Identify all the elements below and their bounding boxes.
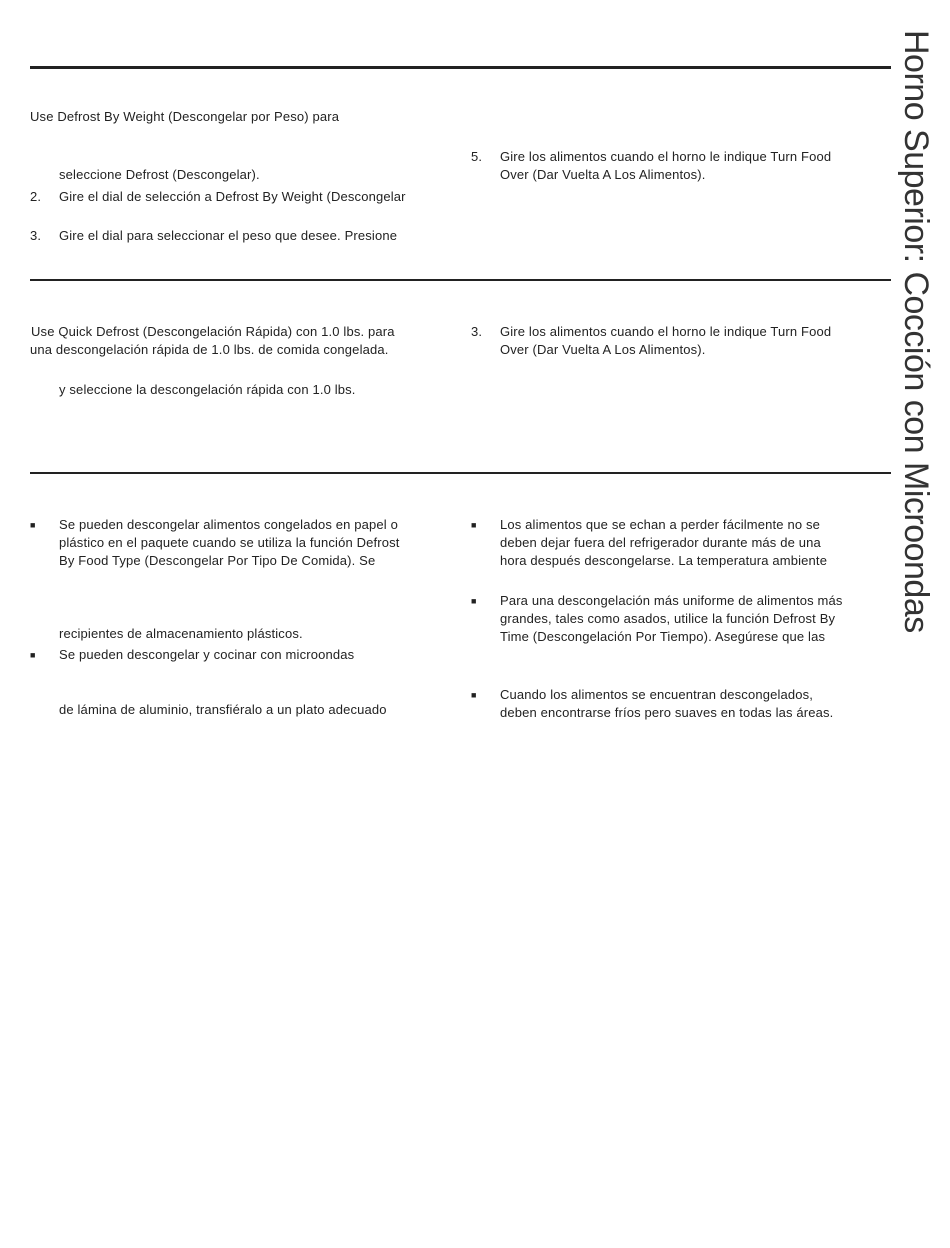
quick-step-3-number: 3. <box>471 324 483 339</box>
quick-step-3-line-1: Gire los alimentos cuando el horno le indique Turn Food <box>500 324 832 339</box>
tip-left-1-line-3: By Food Type (Descongelar Por Tipo De Comida). Se <box>59 553 376 568</box>
bullet-icon: ■ <box>471 596 477 606</box>
section-divider-2 <box>30 472 891 474</box>
weight-step-1-continuation: seleccione Defrost (Descongelar). <box>59 167 260 182</box>
tip-left-2-line-1: Se pueden descongelar y cocinar con microondas <box>59 647 355 662</box>
bullet-icon: ■ <box>471 690 477 700</box>
section-divider-1 <box>30 279 891 281</box>
tip-left-1-continuation: recipientes de almacenamiento plásticos. <box>59 626 303 641</box>
tip-right-3-line-1: Cuando los alimentos se encuentran descongelados, <box>500 687 814 702</box>
bullet-icon: ■ <box>30 520 36 530</box>
weight-step-5-number: 5. <box>471 149 483 164</box>
top-divider <box>30 66 891 69</box>
quick-intro-line-1: Use Quick Defrost (Descongelación Rápida) con 1.0 lbs. para <box>31 324 395 339</box>
tip-right-2-line-2: grandes, tales como asados, utilice la función Defrost By <box>500 611 836 626</box>
tip-right-3-line-2: deben encontrarse fríos pero suaves en todas las áreas. <box>500 705 834 720</box>
tip-left-1-line-2: plástico en el paquete cuando se utiliza la función Defrost <box>59 535 400 550</box>
tip-right-2-line-3: Time (Descongelación Por Tiempo). Asegúrese que las <box>500 629 826 644</box>
weight-intro: Use Defrost By Weight (Descongelar por Peso) para <box>30 109 340 124</box>
tip-left-1-line-1: Se pueden descongelar alimentos congelados en papel o <box>59 517 398 532</box>
tip-right-1-line-2: deben dejar fuera del refrigerador durante más de una <box>500 535 821 550</box>
quick-intro-line-2: una descongelación rápida de 1.0 lbs. de comida congelada. <box>30 342 389 357</box>
bullet-icon: ■ <box>471 520 477 530</box>
weight-step-5-line-1: Gire los alimentos cuando el horno le indique Turn Food <box>500 149 832 164</box>
tip-left-2-continuation: de lámina de aluminio, transfiéralo a un plato adecuado <box>59 702 387 717</box>
weight-step-2-number: 2. <box>30 189 42 204</box>
page-side-title: Horno Superior: Cocción con Microondas <box>897 30 935 633</box>
weight-step-2-text: Gire el dial de selección a Defrost By Weight (Descongelar <box>59 189 406 204</box>
weight-step-3-number: 3. <box>30 228 42 243</box>
quick-step-text: y seleccione la descongelación rápida con 1.0 lbs. <box>59 382 356 397</box>
tip-right-1-line-1: Los alimentos que se echan a perder fácilmente no se <box>500 517 820 532</box>
tip-right-2-line-1: Para una descongelación más uniforme de alimentos más <box>500 593 843 608</box>
bullet-icon: ■ <box>30 650 36 660</box>
quick-step-3-line-2: Over (Dar Vuelta A Los Alimentos). <box>500 342 706 357</box>
weight-step-5-line-2: Over (Dar Vuelta A Los Alimentos). <box>500 167 706 182</box>
tip-right-1-line-3: hora después descongelarse. La temperatura ambiente <box>500 553 828 568</box>
weight-step-3-text: Gire el dial para seleccionar el peso que desee. Presione <box>59 228 398 243</box>
